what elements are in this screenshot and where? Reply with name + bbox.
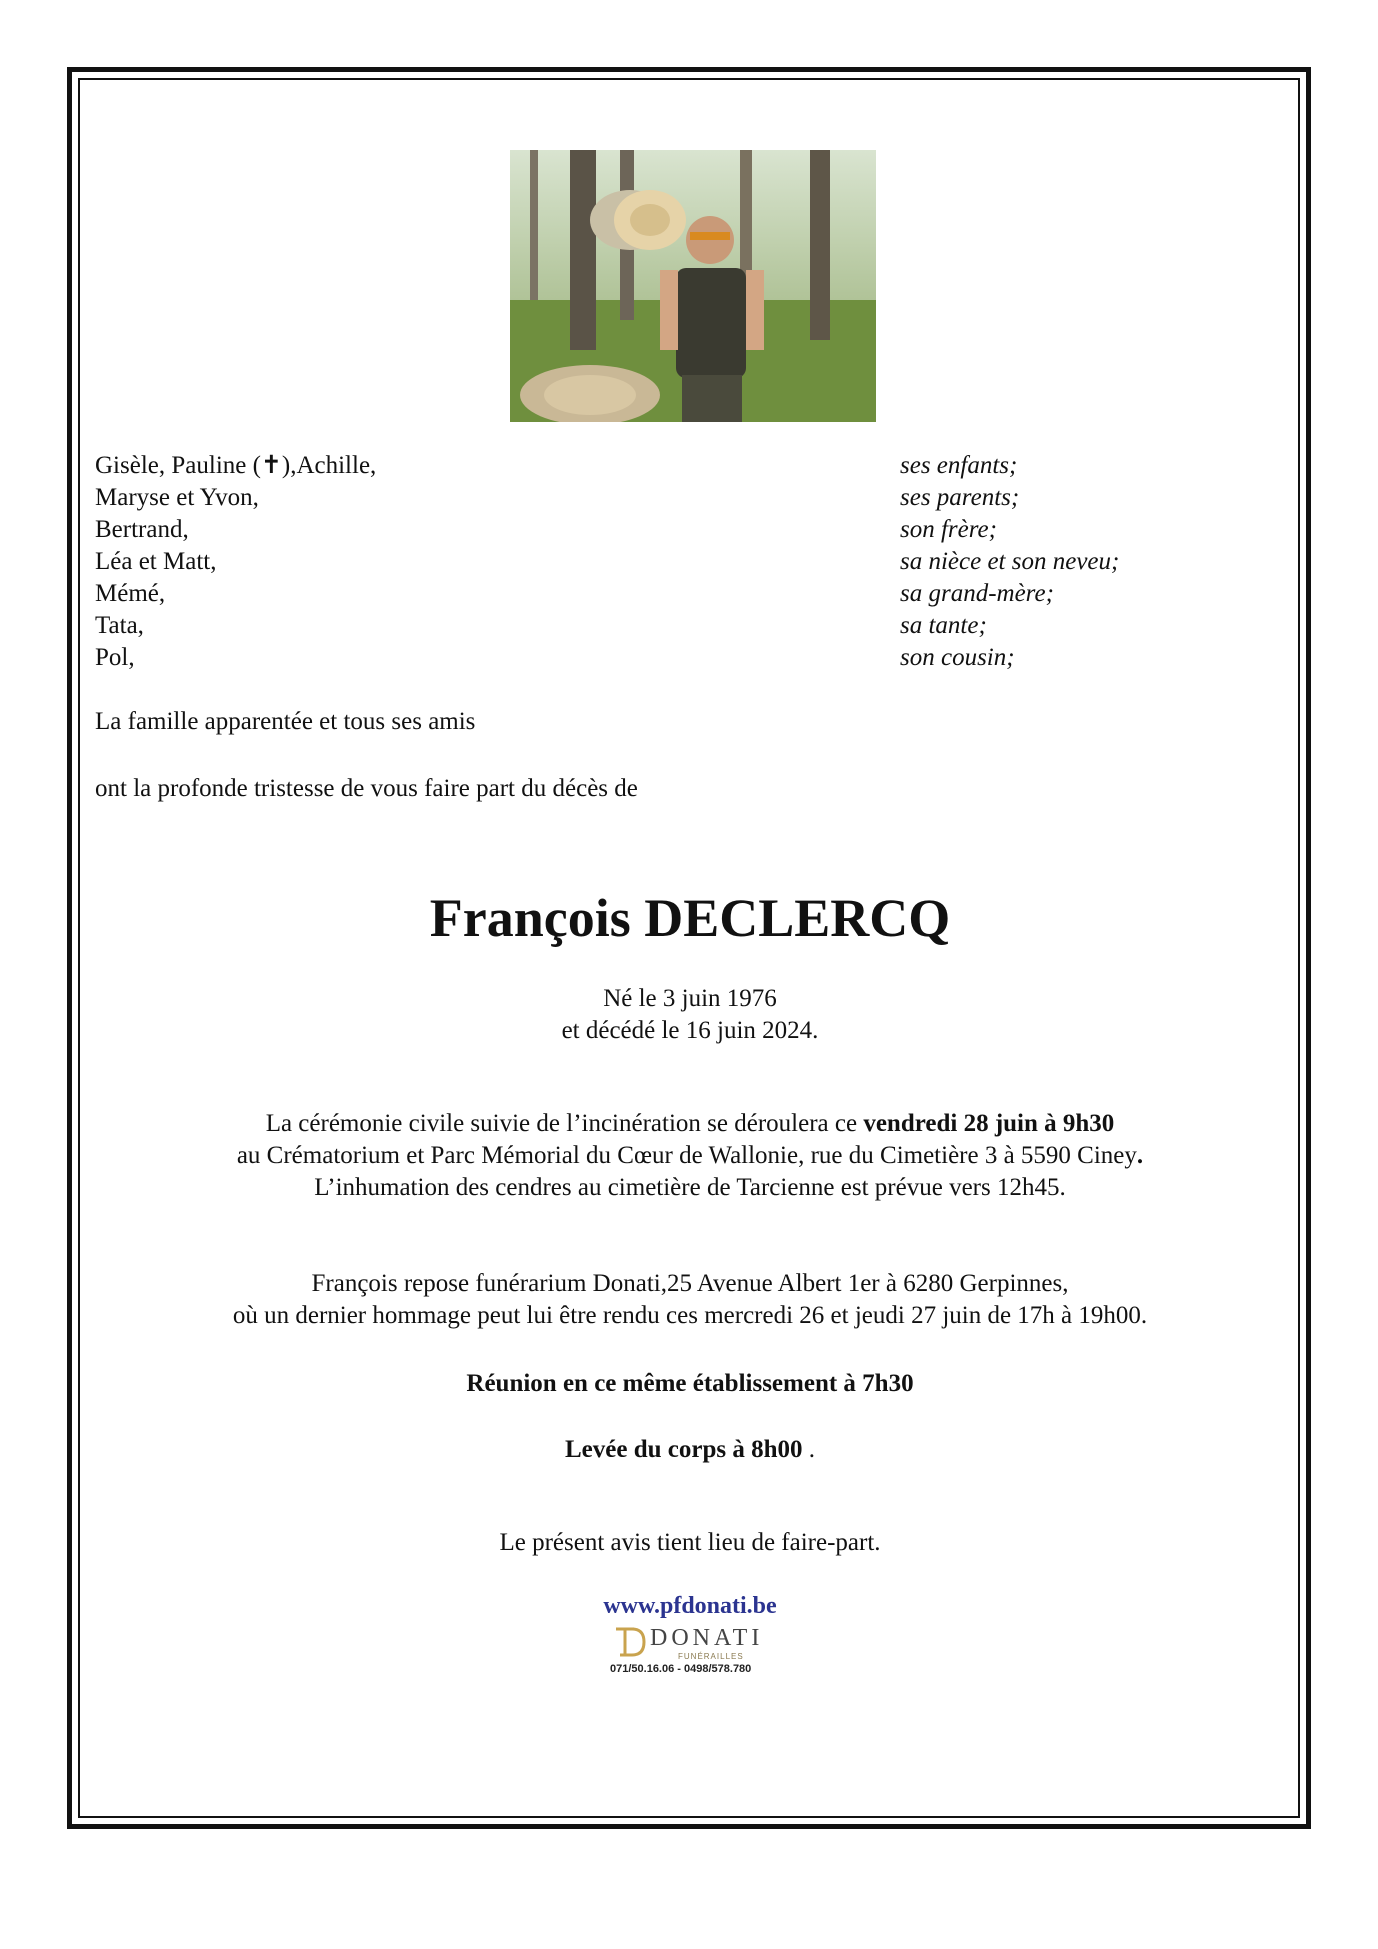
family-relation: sa grand-mère;: [900, 580, 1054, 607]
donati-emblem-icon: [612, 1625, 648, 1659]
notice-line: Le présent avis tient lieu de faire-part.: [499, 1529, 881, 1556]
levee-tail: .: [802, 1436, 815, 1463]
family-row: [95, 450, 1255, 482]
website-line: [95, 1590, 1285, 1622]
logo-subtitle: FUNÉRAILLES: [678, 1652, 744, 1661]
ceremony-date: vendredi 28 juin à 9h30: [863, 1110, 1115, 1137]
family-relation: ses enfants;: [900, 452, 1018, 479]
family-row: [95, 514, 1255, 546]
birth-date: Né le 3 juin 1976: [603, 985, 777, 1012]
family-row: [95, 642, 1255, 674]
ceremony-location: au Crématorium et Parc Mémorial du Cœur de Wallonie, rue du Cimetière 3 à 5590 Ciney: [236, 1142, 1137, 1169]
family-member: Léa et Matt,: [95, 548, 217, 575]
logo-text: DONATI: [650, 1625, 764, 1651]
meeting-line: Réunion en ce même établissement à 7h30: [466, 1370, 914, 1397]
ceremony-line-1: [95, 1108, 1285, 1140]
levee-line: [95, 1434, 1285, 1466]
intro-family-line: La famille apparentée et tous ses amis: [95, 708, 476, 735]
death-date: et décédé le 16 juin 2024.: [561, 1017, 819, 1044]
ceremony-line-2: [95, 1140, 1285, 1172]
family-member: Gisèle, Pauline (✝),Achille,: [95, 452, 377, 479]
portrait-photo: [510, 150, 876, 422]
family-member: Bertrand,: [95, 516, 189, 543]
family-relation: sa nièce et son neveu;: [900, 548, 1120, 575]
family-member: Pol,: [95, 644, 135, 671]
ceremony-location-period: .: [1136, 1142, 1144, 1169]
family-member: Maryse et Yvon,: [95, 484, 259, 511]
rest-line-2: où un dernier hommage peut lui être rendu ces mercredi 26 et jeudi 27 juin de 17h à 19h00.: [232, 1302, 1148, 1329]
deceased-name: François DECLERCQ: [429, 888, 951, 948]
family-relation: ses parents;: [900, 484, 1020, 511]
family-member: Mémé,: [95, 580, 166, 607]
portrait-illustration: [510, 150, 876, 422]
ceremony-line-3: L’inhumation des cendres au cimetière de Tarcienne est prévue vers 12h45.: [314, 1174, 1066, 1201]
ceremony-text: La cérémonie civile suivie de l’incinération se déroulera ce: [265, 1110, 864, 1137]
family-relation: sa tante;: [900, 612, 987, 639]
family-relation: son frère;: [900, 516, 997, 543]
family-row: [95, 578, 1255, 610]
family-row: [95, 546, 1255, 578]
family-member: Tata,: [95, 612, 144, 639]
family-row: [95, 482, 1255, 514]
donati-logo: [610, 1625, 780, 1675]
rest-line-1: François repose funérarium Donati,25 Avenue Albert 1er à 6280 Gerpinnes,: [311, 1270, 1069, 1297]
family-row: [95, 610, 1255, 642]
website-link[interactable]: www.pfdonati.be: [603, 1593, 777, 1619]
logo-phone-numbers: 071/50.16.06 - 0498/578.780: [610, 1663, 752, 1675]
intro-announcement-line: ont la profonde tristesse de vous faire part du décès de: [95, 775, 638, 802]
levee-time: Levée du corps à 8h00: [565, 1436, 803, 1463]
family-relation: son cousin;: [900, 644, 1015, 671]
family-list: [95, 450, 1255, 674]
